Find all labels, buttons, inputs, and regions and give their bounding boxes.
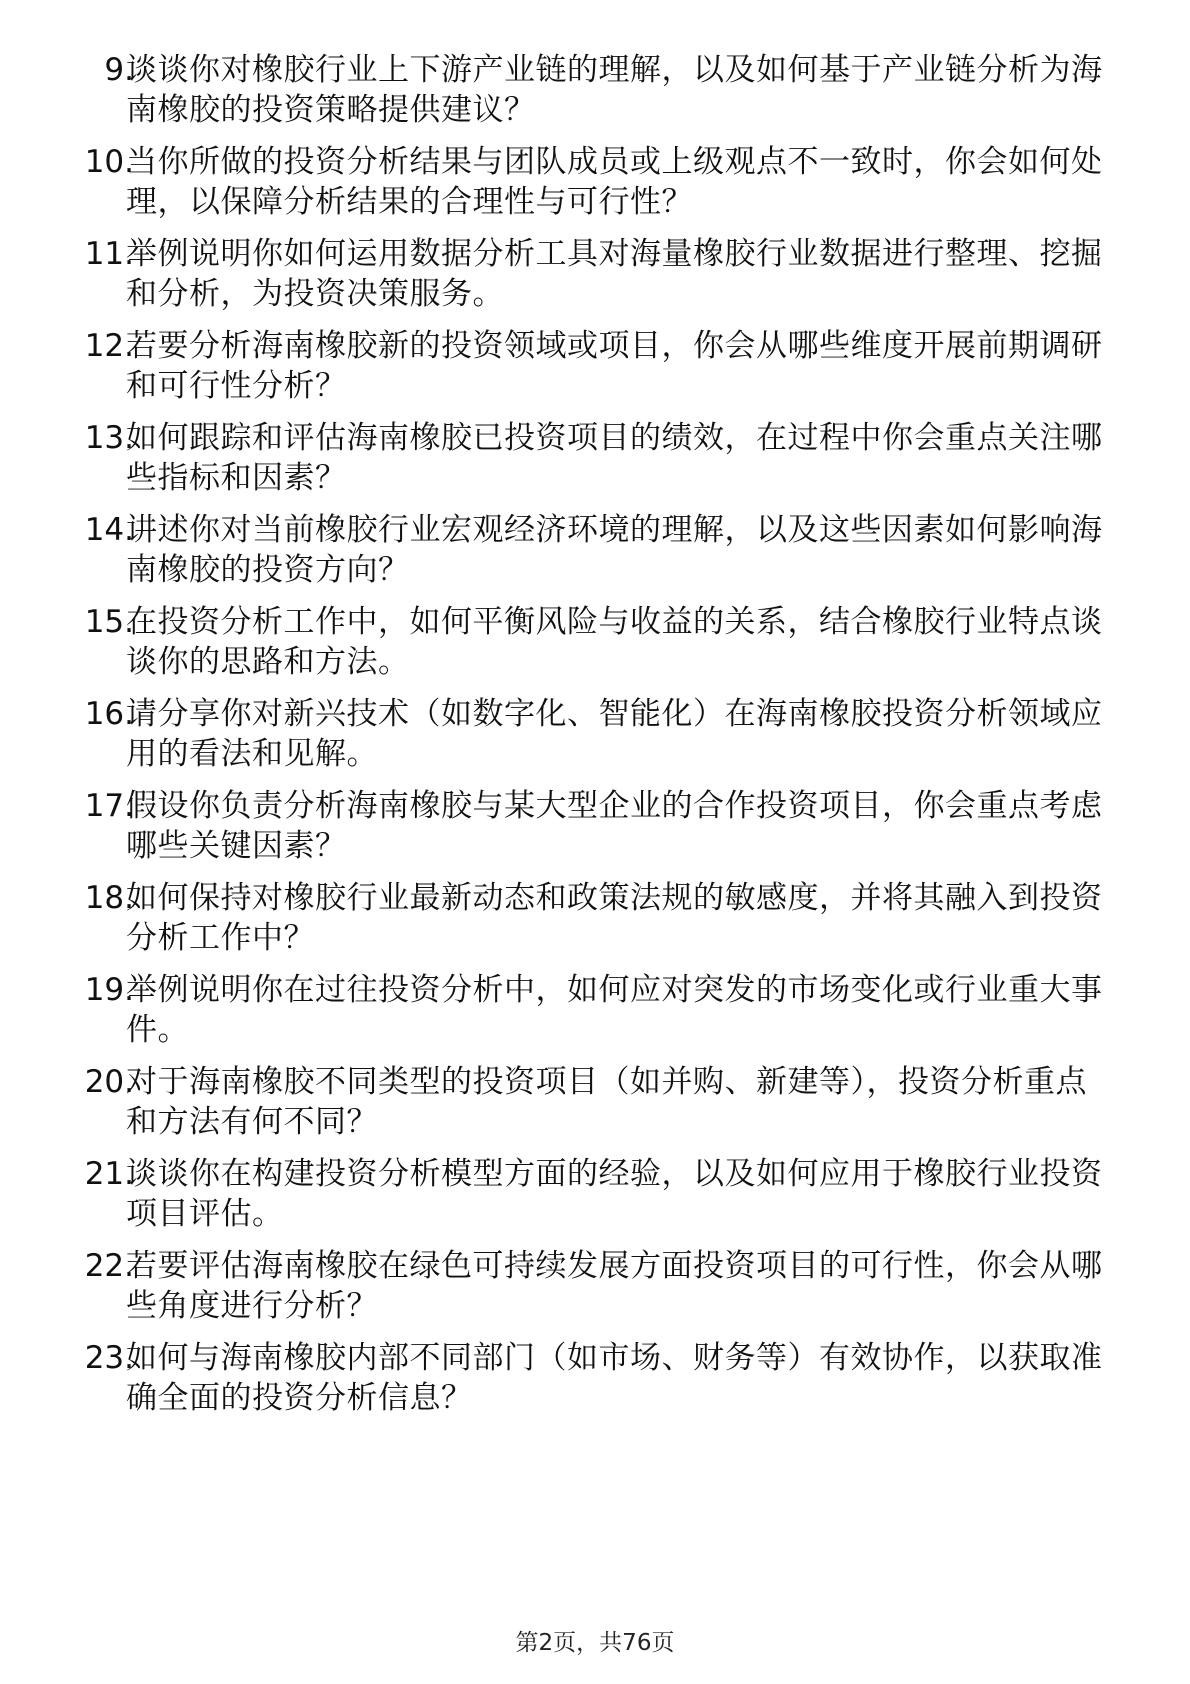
question-number: 20. bbox=[84, 1064, 134, 1100]
question-number: 15. bbox=[84, 604, 134, 640]
question-item bbox=[0, 602, 1190, 694]
question-text: 讲述你对当前橡胶行业宏观经济环境的理解，以及这些因素如何影响海南橡胶的投资方向？ bbox=[126, 512, 1103, 588]
question-item bbox=[0, 878, 1190, 970]
page-footer: 第2页，共76页 bbox=[515, 1630, 675, 1656]
question-number: 13. bbox=[84, 420, 134, 456]
question-number: 18. bbox=[84, 880, 134, 916]
question-item bbox=[0, 694, 1190, 786]
question-item bbox=[0, 50, 1190, 142]
question-number: 22. bbox=[84, 1248, 134, 1284]
question-text: 假设你负责分析海南橡胶与某大型企业的合作投资项目，你会重点考虑哪些关键因素？ bbox=[126, 788, 1103, 864]
question-text: 若要评估海南橡胶在绿色可持续发展方面投资项目的可行性，你会从哪些角度进行分析？ bbox=[126, 1248, 1103, 1324]
question-number: 14. bbox=[84, 512, 134, 548]
question-number: 11. bbox=[84, 236, 134, 272]
question-number: 9. bbox=[104, 52, 134, 88]
question-number: 23. bbox=[84, 1340, 134, 1376]
question-number: 21. bbox=[84, 1156, 134, 1192]
question-item bbox=[0, 418, 1190, 510]
question-text: 当你所做的投资分析结果与团队成员或上级观点不一致时，你会如何处理，以保障分析结果的合理性与可行性？ bbox=[126, 144, 1103, 220]
question-text: 如何跟踪和评估海南橡胶已投资项目的绩效，在过程中你会重点关注哪些指标和因素？ bbox=[126, 420, 1103, 496]
question-item bbox=[0, 1062, 1190, 1154]
question-text: 谈谈你在构建投资分析模型方面的经验，以及如何应用于橡胶行业投资项目评估。 bbox=[126, 1156, 1103, 1232]
question-text: 举例说明你在过往投资分析中，如何应对突发的市场变化或行业重大事件。 bbox=[126, 972, 1103, 1048]
question-item bbox=[0, 970, 1190, 1062]
question-item bbox=[0, 510, 1190, 602]
question-number: 12. bbox=[84, 328, 134, 364]
question-item bbox=[0, 1246, 1190, 1338]
question-text: 请分享你对新兴技术（如数字化、智能化）在海南橡胶投资分析领域应用的看法和见解。 bbox=[126, 696, 1103, 772]
question-item bbox=[0, 234, 1190, 326]
question-item bbox=[0, 1338, 1190, 1430]
question-number: 10. bbox=[84, 144, 134, 180]
question-text: 举例说明你如何运用数据分析工具对海量橡胶行业数据进行整理、挖掘和分析，为投资决策服务。 bbox=[126, 236, 1103, 312]
question-number: 19. bbox=[84, 972, 134, 1008]
question-number: 16. bbox=[84, 696, 134, 732]
question-item bbox=[0, 1154, 1190, 1246]
question-list bbox=[0, 50, 1190, 1430]
question-item bbox=[0, 142, 1190, 234]
question-item bbox=[0, 326, 1190, 418]
question-text: 如何与海南橡胶内部不同部门（如市场、财务等）有效协作，以获取准确全面的投资分析信息？ bbox=[126, 1340, 1103, 1416]
question-text: 谈谈你对橡胶行业上下游产业链的理解，以及如何基于产业链分析为海南橡胶的投资策略提供建议？ bbox=[126, 52, 1103, 128]
question-text: 若要分析海南橡胶新的投资领域或项目，你会从哪些维度开展前期调研和可行性分析？ bbox=[126, 328, 1103, 404]
question-text: 在投资分析工作中，如何平衡风险与收益的关系，结合橡胶行业特点谈谈你的思路和方法。 bbox=[126, 604, 1103, 680]
question-item bbox=[0, 786, 1190, 878]
question-text: 如何保持对橡胶行业最新动态和政策法规的敏感度，并将其融入到投资分析工作中？ bbox=[126, 880, 1103, 956]
question-text: 对于海南橡胶不同类型的投资项目（如并购、新建等），投资分析重点和方法有何不同？ bbox=[126, 1064, 1087, 1140]
question-number: 17. bbox=[84, 788, 134, 824]
